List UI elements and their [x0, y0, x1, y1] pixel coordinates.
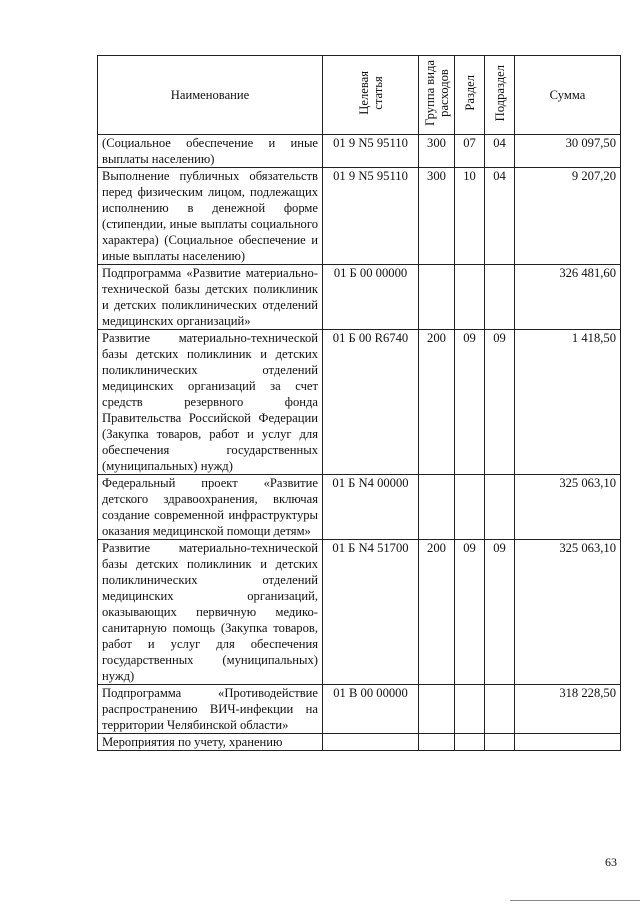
- table-header-row: [98, 56, 621, 135]
- row-group: [419, 475, 455, 540]
- row-group: [419, 685, 455, 734]
- row-subsection: [485, 685, 515, 734]
- table-row: [98, 330, 621, 475]
- row-group: [419, 265, 455, 330]
- table-row: [98, 475, 621, 540]
- table-row: [98, 734, 621, 751]
- row-sum: 325 063,10: [515, 540, 621, 685]
- row-sum: 30 097,50: [515, 135, 621, 168]
- row-name: Мероприятия по учету, хранению: [98, 734, 323, 751]
- header-section: Раздел: [462, 75, 477, 111]
- footer-divider: [510, 900, 640, 901]
- page-number: 63: [605, 855, 617, 869]
- row-subsection: [485, 475, 515, 540]
- row-section: 09: [455, 330, 485, 475]
- header-section-cell: [455, 56, 485, 135]
- row-sum: 1 418,50: [515, 330, 621, 475]
- table-row: [98, 168, 621, 265]
- row-target: 01 9 N5 95110: [323, 168, 419, 265]
- row-group: 300: [419, 135, 455, 168]
- header-subsection-cell: [485, 56, 515, 135]
- row-section: 07: [455, 135, 485, 168]
- row-name: Подпрограмма «Развитие материально-технической базы детских поликлиник и детских поликлинических отделений медицинских организаций»: [98, 265, 323, 330]
- row-section: 09: [455, 540, 485, 685]
- row-section: 10: [455, 168, 485, 265]
- row-section: [455, 685, 485, 734]
- row-sum: [515, 734, 621, 751]
- row-section: [455, 475, 485, 540]
- budget-table-container: [97, 55, 621, 751]
- row-target: 01 9 N5 95110: [323, 135, 419, 168]
- row-target: 01 Б 00 00000: [323, 265, 419, 330]
- row-sum: 9 207,20: [515, 168, 621, 265]
- header-group-cell: [419, 56, 455, 135]
- table-row: [98, 265, 621, 330]
- row-name: Выполнение публичных обязательств перед физическим лицом, подлежащих исполнению в денежной форме (стипендии, иные выплаты социального характера) (Социальное обеспечение и иные выплаты населению): [98, 168, 323, 265]
- row-target: 01 Б N4 00000: [323, 475, 419, 540]
- row-sum: 326 481,60: [515, 265, 621, 330]
- row-name: Федеральный проект «Развитие детского здравоохранения, включая создание современной инфраструктуры оказания медицинской помощи детям»: [98, 475, 323, 540]
- row-target: 01 Б 00 R6740: [323, 330, 419, 475]
- row-group: 200: [419, 540, 455, 685]
- header-target: Целевая статья: [356, 71, 385, 115]
- row-target: 01 Б N4 51700: [323, 540, 419, 685]
- row-name: (Социальное обеспечение и иные выплаты населению): [98, 135, 323, 168]
- row-group: 200: [419, 330, 455, 475]
- row-sum: 325 063,10: [515, 475, 621, 540]
- row-group: 300: [419, 168, 455, 265]
- row-section: [455, 265, 485, 330]
- header-target-cell: [323, 56, 419, 135]
- row-subsection: 09: [485, 330, 515, 475]
- row-sum: 318 228,50: [515, 685, 621, 734]
- header-name: Наименование: [98, 56, 323, 135]
- header-subsection: Подраздел: [492, 64, 507, 122]
- budget-table: [97, 55, 621, 751]
- row-subsection: 04: [485, 168, 515, 265]
- row-subsection: [485, 734, 515, 751]
- row-name: Развитие материально-технической базы детских поликлиник и детских поликлинических отделений медицинских организаций за счет средств резервного фонда Правительства Российской Федерации (Закупка товаров, работ и услуг для обеспечения государственных (муниципальных) нужд): [98, 330, 323, 475]
- row-name: Развитие материально-технической базы детских поликлиник и детских поликлинических отделений медицинских организаций, оказывающих первичную медико-санитарную помощь (Закупка товаров, работ и услуг для обеспечения государственных (муниципальных) нужд): [98, 540, 323, 685]
- row-subsection: 09: [485, 540, 515, 685]
- table-row: [98, 135, 621, 168]
- row-section: [455, 734, 485, 751]
- row-subsection: [485, 265, 515, 330]
- row-name: Подпрограмма «Противодействие распространению ВИЧ-инфекции на территории Челябинской области»: [98, 685, 323, 734]
- table-row: [98, 685, 621, 734]
- row-subsection: 04: [485, 135, 515, 168]
- table-row: [98, 540, 621, 685]
- header-sum: Сумма: [515, 56, 621, 135]
- row-group: [419, 734, 455, 751]
- row-target: [323, 734, 419, 751]
- header-group: Группа вида расходов: [423, 60, 451, 126]
- row-target: 01 В 00 00000: [323, 685, 419, 734]
